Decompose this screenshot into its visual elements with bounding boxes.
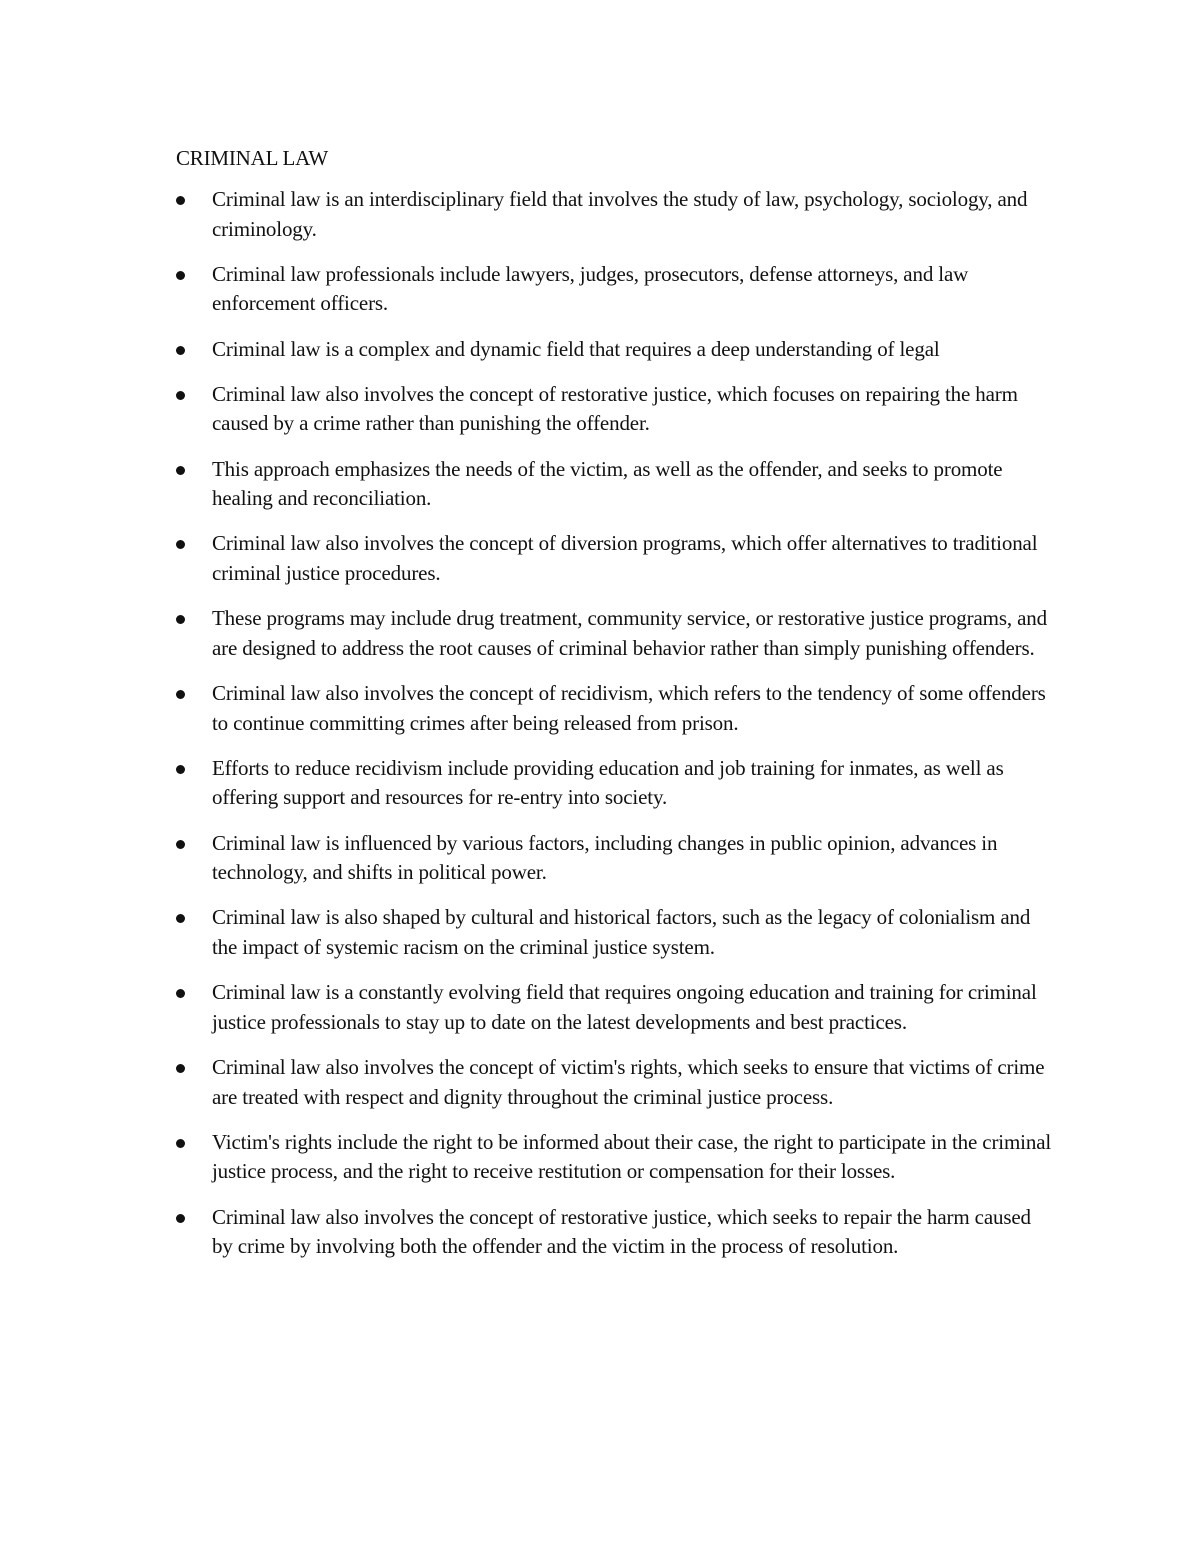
bullet-list: [176, 185, 1056, 1277]
bullet-item: [176, 1128, 1056, 1187]
bullet-text: Criminal law is influenced by various factors, including changes in public opinion, advances in technology, and shifts in political power.: [212, 830, 998, 885]
bullet-point-icon: [176, 271, 185, 280]
bullet-item: [176, 335, 1056, 365]
document-title: CRIMINAL LAW: [176, 146, 329, 170]
bullet-item: [176, 260, 1056, 319]
bullet-item: [176, 754, 1056, 813]
bullet-point-icon: [176, 1214, 185, 1223]
bullet-text: Criminal law is also shaped by cultural and historical factors, such as the legacy of colonialism and the impact of systemic racism on the criminal justice system.: [212, 905, 1031, 959]
bullet-point-icon: [176, 914, 185, 923]
bullet-point-icon: [176, 690, 185, 699]
bullet-point-icon: [176, 1064, 185, 1073]
bullet-text: Criminal law also involves the concept of restorative justice, which seeks to repair the harm caused by crime by involving both the offender and the victim in the process of resolution.: [212, 1204, 1031, 1259]
bullet-text: Criminal law also involves the concept of recidivism, which refers to the tendency of some offenders to continue committing crimes after being released from prison.: [212, 681, 1046, 735]
bullet-text: Criminal law is a complex and dynamic field that requires a deep understanding of legal: [212, 336, 940, 361]
bullet-text: Criminal law is an interdisciplinary field that involves the study of law, psychology, sociology, and criminology.: [212, 187, 1028, 241]
bullet-text: Criminal law also involves the concept of restorative justice, which focuses on repairing the harm caused by a crime rather than punishing the offender.: [212, 381, 1018, 436]
bullet-text: Criminal law professionals include lawyers, judges, prosecutors, defense attorneys, and law enforcement officers.: [212, 261, 969, 316]
bullet-point-icon: [176, 466, 185, 475]
bullet-text: Criminal law is a constantly evolving field that requires ongoing education and training for criminal justice professionals to stay up to date on the latest developments and best practices.: [212, 980, 1037, 1034]
bullet-item: [176, 903, 1056, 962]
bullet-point-icon: [176, 989, 185, 998]
bullet-point-icon: [176, 1139, 185, 1148]
bullet-text: Criminal law also involves the concept of diversion programs, which offer alternatives to traditional criminal justice procedures.: [212, 531, 1038, 585]
bullet-item: [176, 185, 1056, 244]
bullet-point-icon: [176, 840, 185, 849]
bullet-item: [176, 1203, 1056, 1262]
bullet-text: This approach emphasizes the needs of the victim, as well as the offender, and seeks to promote healing and reconciliation.: [212, 456, 1003, 511]
bullet-point-icon: [176, 615, 185, 624]
bullet-point-icon: [176, 540, 185, 549]
bullet-item: [176, 455, 1056, 514]
bullet-item: [176, 679, 1056, 738]
bullet-point-icon: [176, 346, 185, 355]
bullet-point-icon: [176, 765, 185, 774]
bullet-item: [176, 604, 1056, 663]
bullet-item: [176, 529, 1056, 588]
bullet-item: [176, 978, 1056, 1037]
bullet-point-icon: [176, 196, 185, 205]
bullet-text: Victim's rights include the right to be informed about their case, the right to participate in the criminal justice process, and the right to receive restitution or compensation for their losses.: [212, 1129, 1052, 1184]
bullet-item: [176, 829, 1056, 888]
bullet-text: These programs may include drug treatment, community service, or restorative justice programs, and are designed to address the root causes of criminal behavior rather than simply punishing offenders.: [212, 606, 1047, 660]
bullet-item: [176, 380, 1056, 439]
bullet-point-icon: [176, 391, 185, 400]
bullet-item: [176, 1053, 1056, 1112]
bullet-text: Efforts to reduce recidivism include providing education and job training for inmates, as well as offering support and resources for re-entry into society.: [212, 755, 1004, 810]
bullet-text: Criminal law also involves the concept of victim's rights, which seeks to ensure that victims of crime are treated with respect and dignity throughout the criminal justice process.: [212, 1055, 1045, 1109]
